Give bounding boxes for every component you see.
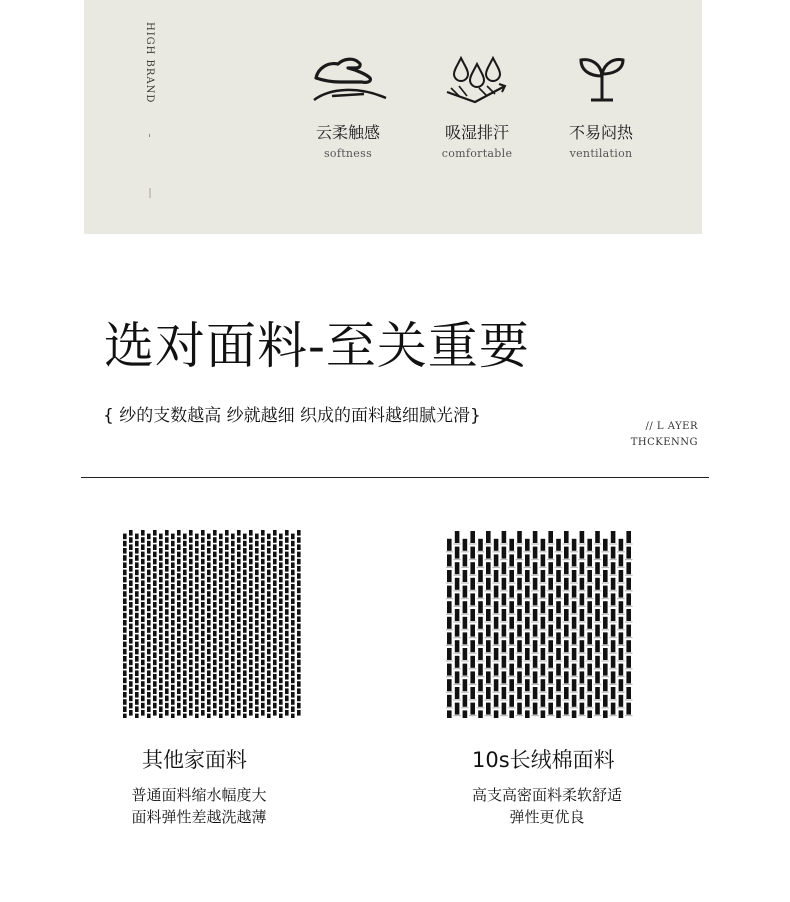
desc-line: 弹性更优良 (509, 808, 585, 826)
other-fabric-weave-swatch (122, 530, 304, 718)
feature-softness (288, 52, 408, 160)
layer-tag-line: THCKENNG (630, 437, 698, 448)
desc-line: 高支高密面料柔软舒适 (471, 786, 622, 804)
layer-tag (631, 419, 698, 451)
vertical-brand-text: HIGH BRAND (144, 22, 155, 104)
page-title: 选对面料-至关重要 (104, 317, 530, 375)
cotton-fabric-desc (452, 784, 642, 828)
feature-subtitle: softness (323, 147, 373, 160)
feature-ventilation (541, 52, 661, 160)
desc-line: 普通面料缩水幅度大 (131, 786, 267, 804)
feature-title: 吸湿排汗 (444, 123, 509, 142)
long-staple-cotton-weave-swatch (446, 530, 634, 718)
sprout-icon (561, 52, 641, 104)
feature-subtitle: ventilation (569, 147, 633, 160)
layer-tag-line: // L AYER (645, 421, 698, 432)
page-subtitle: { 纱的支数越高 纱就越细 织成的面料越细腻光滑} (103, 406, 481, 426)
water-drops-icon (437, 52, 517, 104)
desc-line: 面料弹性差越洗越薄 (131, 808, 267, 826)
feature-band (84, 0, 702, 234)
section-divider (81, 477, 709, 478)
feature-comfortable (417, 52, 537, 160)
other-fabric-title: 其他家面料 (142, 748, 247, 772)
divider-mark (149, 134, 150, 137)
other-fabric-desc (114, 784, 284, 828)
feature-subtitle: comfortable (441, 147, 513, 160)
cotton-fabric-title: 10s长绒棉面料 (472, 748, 615, 772)
hand-softness-icon (308, 52, 388, 104)
feature-title: 云柔触感 (315, 123, 380, 142)
feature-title: 不易闷热 (568, 123, 633, 142)
divider-mark (149, 188, 151, 198)
